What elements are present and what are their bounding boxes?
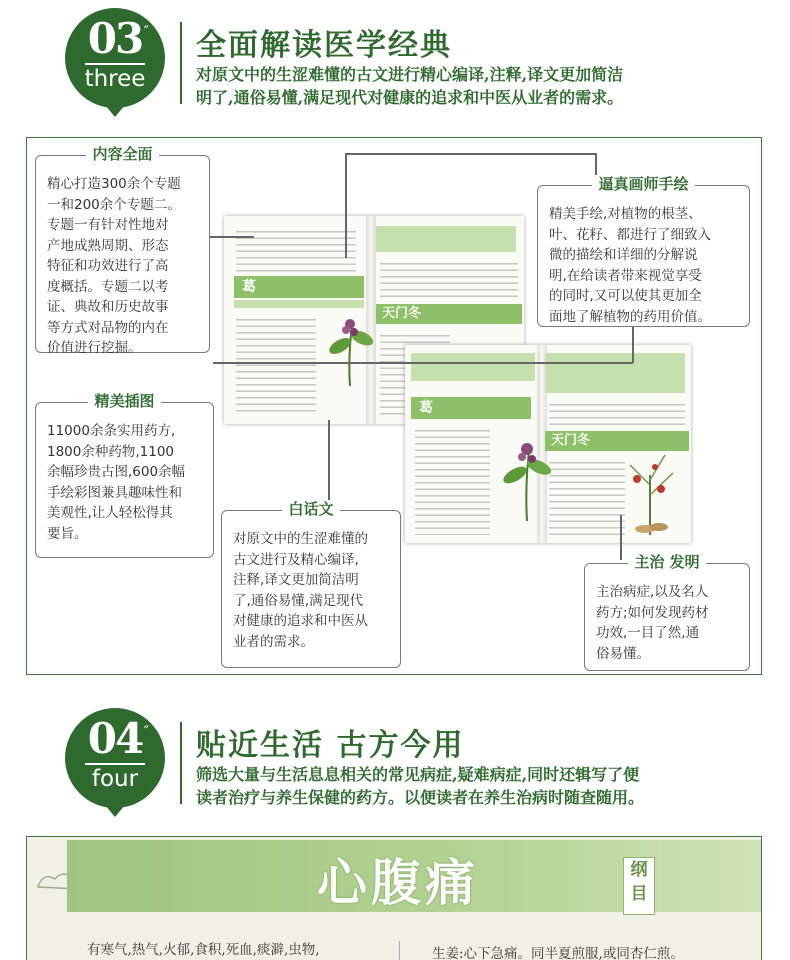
callout-vernacular-line: 注释,译文更加简洁明	[233, 572, 359, 588]
page-tag-line2: 目	[630, 884, 648, 904]
badge-divider	[85, 763, 145, 765]
connector-line	[213, 362, 633, 364]
page-heading: 心腹痛	[317, 853, 479, 912]
callout-drawing-line: 明,在给读者带来视觉享受	[549, 267, 702, 284]
page-column-divider	[399, 941, 400, 960]
callout-content-line: 特征和功效进行了高	[47, 258, 169, 274]
herb-band-b2	[376, 226, 516, 252]
herb-band-d2	[545, 353, 685, 393]
section4-desc-line2: 读者治疗与养生保健的药方。以便读者在养生治病时随查随用。	[196, 788, 645, 807]
callout-illustration-title: 精美插图	[88, 392, 160, 410]
text-block	[549, 457, 625, 537]
callout-content	[35, 145, 210, 356]
callout-treatment-line: 俗易懂。	[596, 645, 650, 662]
herb-name-c: 葛	[419, 400, 433, 416]
connector-line	[210, 236, 254, 238]
plant-illustration-d	[615, 445, 685, 535]
section3-mark: ″	[143, 24, 149, 40]
section3-divider	[180, 22, 182, 104]
callout-illustration-line: 11000余条实用药方,	[47, 423, 176, 439]
callout-content-line: 证、典故和历史故事	[47, 299, 169, 315]
section3-desc-line1: 对原文中的生涩难懂的古文进行精心编译,注释,译文更加简洁	[196, 65, 624, 84]
section4-title: 贴近生活 古方今用	[196, 728, 465, 763]
text-block	[236, 226, 356, 272]
connector-line	[345, 153, 347, 258]
section4-badge	[65, 708, 165, 808]
badge-divider	[85, 63, 145, 65]
callout-content-line: 度概括。专题二以考	[47, 278, 169, 295]
page-text-right: 生姜:心下急痛。同半夏煎服,或同杏仁煎。	[432, 946, 684, 960]
callout-drawing	[537, 175, 750, 327]
herb-band-c	[411, 397, 531, 419]
callout-illustration-line: 余幅珍贵古图,600余幅	[47, 464, 186, 480]
herb-name-b: 天门冬	[382, 306, 422, 321]
callout-drawing-line: 精美手绘,对植物的根茎、	[549, 206, 702, 222]
callout-illustration-line: 美观性,让人轻松得其	[47, 505, 173, 521]
herb-band-b	[376, 304, 522, 324]
herb-name-a: 葛	[242, 279, 256, 295]
connector-line	[345, 153, 595, 155]
callout-content-line: 产地成熟周期、形态	[47, 237, 169, 254]
bottom-page-photo	[26, 836, 762, 960]
section3-title: 全面解读医学经典	[196, 28, 452, 63]
callout-treatment-line: 主治病症,以及名人	[596, 584, 709, 600]
callout-content-line: 专题一有针对性地对	[47, 217, 169, 233]
callout-treatment	[584, 553, 750, 671]
callout-illustration	[35, 392, 214, 558]
callout-vernacular	[221, 500, 401, 668]
badge-pointer	[105, 805, 125, 817]
callout-drawing-title: 逼真画师手绘	[592, 175, 694, 193]
callout-treatment-title: 主治 发明	[628, 553, 705, 571]
callout-content-line: 一和200余个专题二。	[47, 196, 181, 213]
callout-drawing-line: 叶、花籽、都进行了细致入	[549, 226, 711, 243]
badge-pointer	[105, 105, 125, 117]
page-tag-line1: 纲	[630, 860, 648, 880]
callout-content-line: 价值进行挖掘。	[47, 340, 142, 356]
text-block	[415, 425, 490, 535]
callout-illustration-line: 1800余种药物,1100	[47, 443, 175, 460]
plant-illustration-a	[320, 306, 380, 386]
section4-word: four	[91, 766, 139, 792]
herb-band-a	[234, 276, 364, 298]
page-tag	[623, 857, 655, 915]
book-spread-lower	[405, 345, 691, 543]
callout-treatment-line: 药方;如何发现药材	[596, 604, 709, 621]
callout-vernacular-line: 对原文中的生涩难懂的	[233, 531, 368, 547]
section3-number: 03	[87, 14, 143, 63]
callout-vernacular-title: 白话文	[282, 500, 339, 518]
callout-vernacular-line: 了,通俗易懂,满足现代	[233, 592, 364, 609]
section3-word: three	[84, 66, 146, 92]
callout-content-line: 精心打造300余个专题	[47, 176, 181, 192]
plant-illustration-c	[497, 431, 557, 521]
text-block	[236, 314, 316, 414]
callout-content-title: 内容全面	[86, 145, 158, 163]
section4-desc-line1: 筛选大量与生活息息相关的常见病症,疑难病症,同时还辑写了便	[196, 765, 640, 784]
callout-vernacular-line: 业者的需求。	[233, 633, 314, 650]
callout-illustration-line: 手绘彩图兼具趣味性和	[47, 484, 182, 501]
callout-drawing-line: 微的描绘和详细的分解说	[549, 247, 698, 263]
herb-band-c2	[411, 353, 535, 381]
section4-divider	[180, 722, 182, 804]
callout-drawing-line: 的同时,又可以使其更加全	[549, 288, 702, 304]
section3-desc-line2: 明了,通俗易懂,满足现代对健康的追求和中医从业者的需求。	[196, 88, 624, 107]
text-block	[549, 399, 685, 427]
callout-vernacular-line: 古文进行及精心编译,	[233, 551, 359, 568]
callout-content-line: 等方式对品物的内在	[47, 319, 169, 336]
text-block	[380, 258, 518, 298]
connector-line	[328, 420, 330, 510]
callout-illustration-line: 要旨。	[47, 525, 88, 542]
callout-treatment-line: 功效,一目了然,通	[596, 625, 700, 641]
page-text-left: 有寒气,热气,火郁,食积,死血,痰澼,虫物,	[87, 942, 320, 958]
callout-drawing-line: 面地了解植物的药用价值。	[549, 308, 711, 325]
section3-badge	[65, 8, 165, 108]
herb-name-d: 天门冬	[551, 433, 591, 448]
section4-mark: ″	[143, 724, 149, 740]
section4-number: 04	[87, 714, 143, 763]
callout-vernacular-line: 对健康的追求和中医从	[233, 613, 368, 629]
